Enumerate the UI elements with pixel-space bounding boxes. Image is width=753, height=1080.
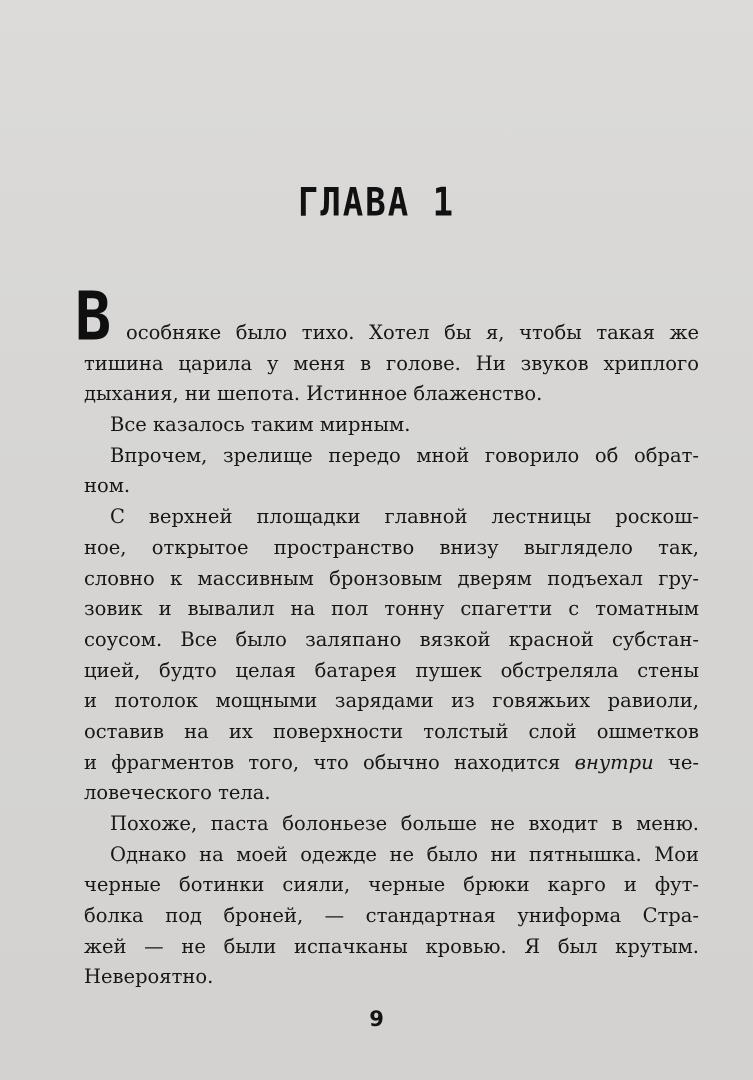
text-line: ном. [84, 474, 131, 498]
text-line: Впрочем, зрелище передо мной говорило об обрат- [110, 443, 699, 467]
text-line: Все казалось таким мирным. [110, 413, 411, 437]
text-line: болка под броней, — стандартная униформа Стра- [84, 904, 699, 928]
text-line [84, 748, 699, 779]
chapter-text [75, 277, 699, 993]
text-line: жей — не были испачканы кровью. Я был крутым. [84, 934, 699, 958]
chapter-title: ГЛАВА 1 [297, 180, 456, 226]
text-line-before: и фрагментов того, что обычно находится [84, 750, 575, 774]
page-number: 9 [369, 1007, 384, 1031]
text-line: цией, будто целая батарея пушек обстреляла стены [84, 658, 699, 682]
text-line: Невероятно. [84, 965, 214, 989]
text-line: тишина царила у меня в голове. Ни звуков хриплого [84, 351, 699, 375]
text-line: Однако на моей одежде не было ни пятнышка. Мои [110, 842, 699, 866]
text-line: ное, открытое пространство внизу выглядело так, [84, 535, 699, 559]
text-line-after: че- [653, 750, 699, 774]
text-line: дыхания, ни шепота. Истинное блаженство. [84, 382, 543, 406]
text-line: соусом. Все было заляпано вязкой красной субстан- [84, 627, 699, 651]
drop-cap: В [75, 277, 112, 357]
text-line: С верхней площадки главной лестницы роскош- [110, 505, 699, 529]
text-line-content: особняке было тихо. Хотел бы я, чтобы такая же [126, 321, 699, 344]
text-line: ловеческого тела. [84, 781, 271, 805]
italic-word: внутри [574, 750, 654, 774]
text-line: черные ботинки сияли, черные брюки карго и фут- [84, 873, 699, 897]
text-line [75, 277, 699, 357]
text-line: Похоже, паста болоньезе больше не входит в меню. [110, 812, 699, 835]
text-line: и потолок мощными зарядами из говяжьих равиоли, [84, 689, 699, 713]
text-line: словно к массивным бронзовым дверям подъехал гру- [84, 566, 699, 590]
text-line: зовик и вывалил на пол тонну спагетти с томатным [84, 597, 699, 621]
text-line: оставив на их поверхности толстый слой ошметков [84, 719, 699, 743]
